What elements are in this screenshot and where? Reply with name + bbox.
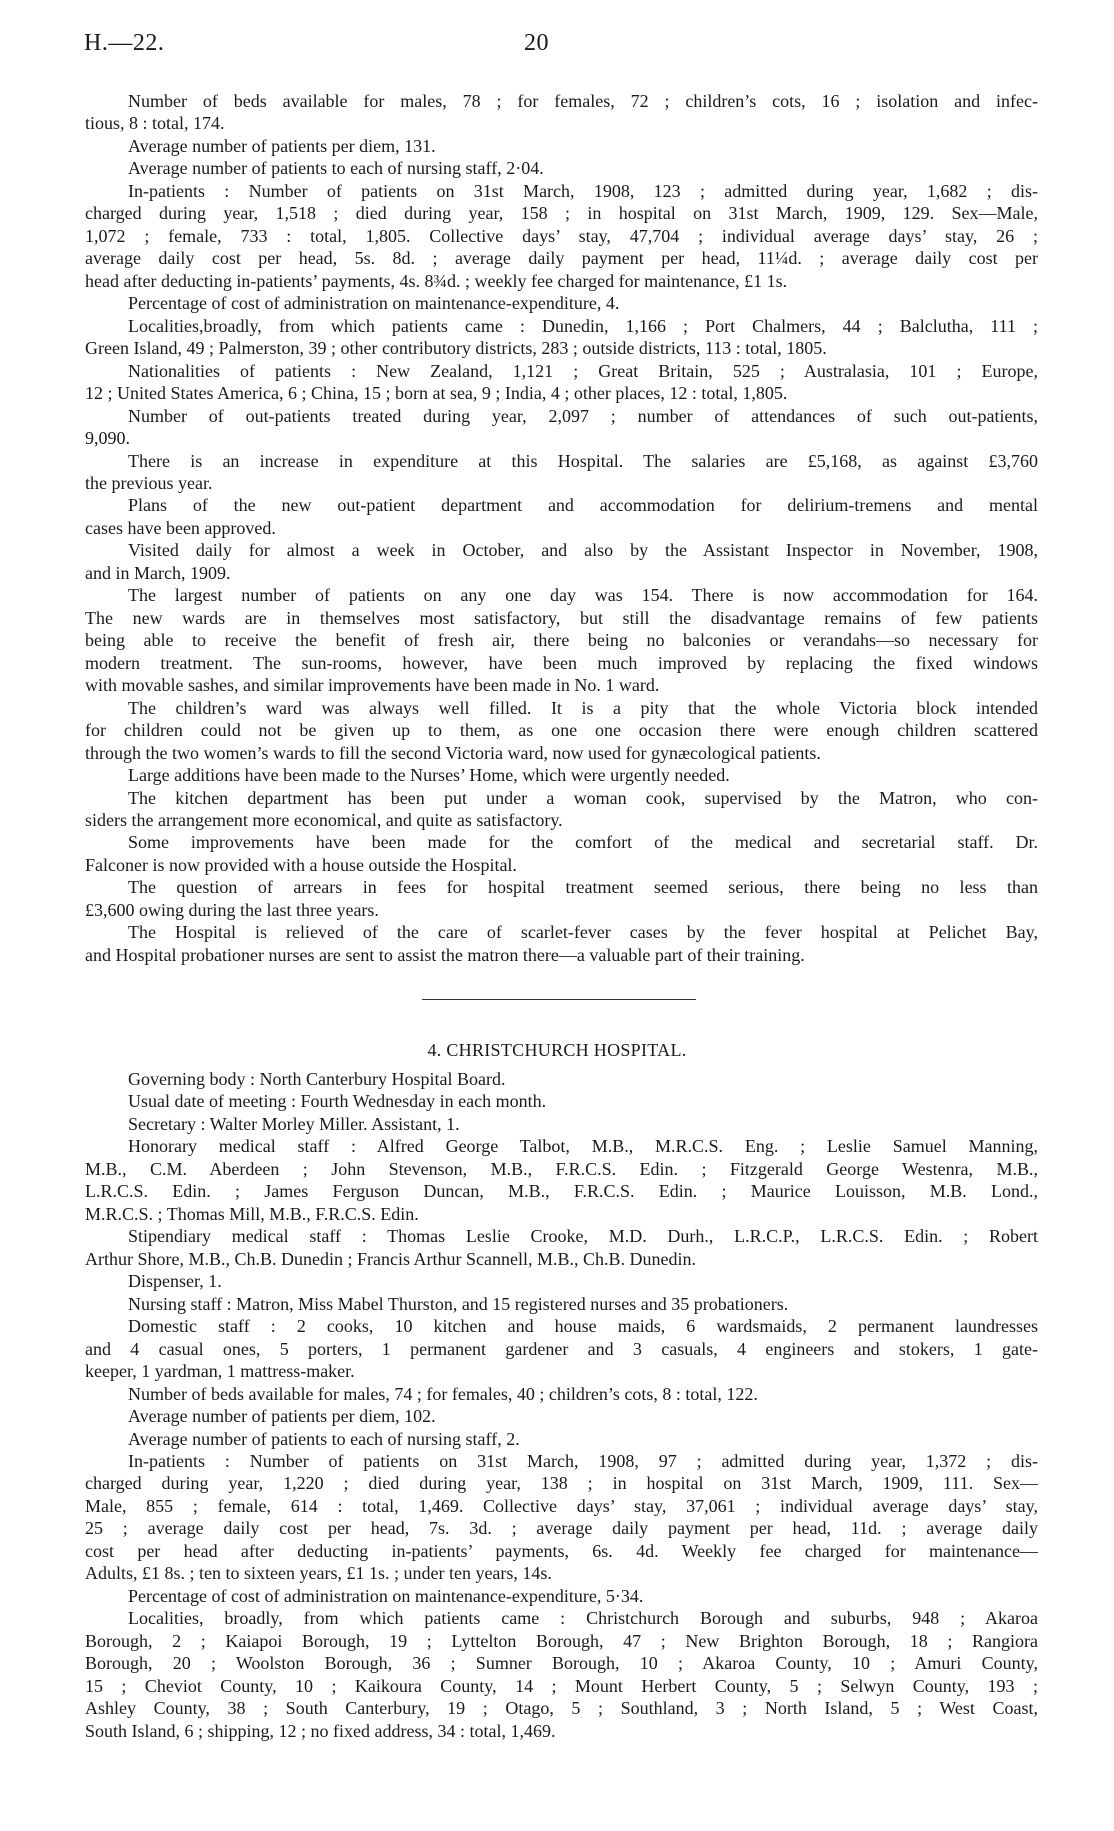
text-line: Governing body : North Canterbury Hospital Board.	[128, 1069, 506, 1089]
paragraph	[85, 1270, 1038, 1292]
paragraph	[85, 1113, 1038, 1135]
text-line: Male, 855 ; female, 614 : total, 1,469. Collective days’ stay, 37,061 ; individual average days’ stay,	[85, 1495, 1038, 1516]
text-line: Percentage of cost of administration on maintenance-expenditure, 4.	[128, 293, 620, 314]
page-number: 20	[524, 30, 549, 56]
paragraph	[85, 1090, 1038, 1112]
text-line: The kitchen department has been put under a woman cook, supervised by the Matron, who con-	[128, 787, 1038, 808]
text-line: tious, 8 : total, 174.	[85, 113, 225, 134]
paragraph	[85, 360, 1038, 405]
text-line: Stipendiary medical staff : Thomas Leslie Crooke, M.D. Durh., L.R.C.P., L.R.C.S. Edin. ; Robert	[128, 1226, 1038, 1247]
paragraph	[85, 787, 1038, 832]
text-line: 25 ; average daily cost per head, 7s. 3d. ; average daily payment per head, 11d. ; average daily	[85, 1518, 1038, 1539]
text-line: Large additions have been made to the Nurses’ Home, which were urgently needed.	[128, 765, 730, 786]
text-line: being able to receive the benefit of fresh air, there being no balconies or verandahs—so necessary for	[85, 630, 1038, 651]
paragraph	[85, 1225, 1038, 1270]
text-line: average daily cost per head, 5s. 8d. ; average daily payment per head, 11¼d. ; average daily cost per	[85, 248, 1038, 269]
text-line: charged during year, 1,220 ; died during year, 138 ; in hospital on 31st March, 1909, 111. Sex—	[85, 1473, 1038, 1494]
text-line: Number of beds available for males, 78 ; for females, 72 ; children’s cots, 16 ; isolation and infec-	[128, 91, 1038, 111]
text-line: Average number of patients to each of nursing staff, 2·04.	[128, 158, 544, 179]
text-line: The new wards are in themselves most satisfactory, but still the disadvantage remains of few patients	[85, 607, 1038, 628]
text-line: cases have been approved.	[85, 517, 276, 538]
text-line: The question of arrears in fees for hospital treatment seemed serious, there being no less than	[128, 877, 1038, 898]
text-line: through the two women’s wards to fill the second Victoria ward, now used for gynæcological patients.	[85, 742, 821, 763]
text-line: Borough, 20 ; Woolston Borough, 36 ; Sumner Borough, 10 ; Akaroa County, 10 ; Amuri County,	[85, 1653, 1038, 1674]
section-heading: 4. CHRISTCHURCH HOSPITAL.	[427, 1040, 687, 1060]
paragraph	[85, 539, 1038, 584]
section-divider	[422, 999, 696, 1000]
text-line: There is an increase in expenditure at this Hospital. The salaries are £5,168, as against £3,760	[128, 450, 1038, 471]
paragraph	[85, 764, 1038, 786]
paragraph	[85, 450, 1038, 495]
text-line: Arthur Shore, M.B., Ch.B. Dunedin ; Francis Arthur Scannell, M.B., Ch.B. Dunedin.	[85, 1248, 696, 1269]
paragraph	[85, 1315, 1038, 1382]
text-line: Falconer is now provided with a house outside the Hospital.	[85, 854, 517, 875]
text-line: Adults, £1 8s. ; ten to sixteen years, £1 1s. ; under ten years, 14s.	[85, 1563, 552, 1584]
text-line: Average number of patients per diem, 131.	[128, 135, 436, 156]
paragraph	[85, 494, 1038, 539]
text-line: Nursing staff : Matron, Miss Mabel Thurston, and 15 registered nurses and 35 probationers.	[128, 1293, 789, 1314]
paragraph	[85, 1135, 1038, 1225]
paragraph	[85, 697, 1038, 764]
text-line: and 4 casual ones, 5 porters, 1 permanent gardener and 3 casuals, 4 engineers and stokers, 1 gate-	[85, 1338, 1038, 1359]
paragraph	[85, 1585, 1038, 1607]
paragraph	[85, 831, 1038, 876]
paragraph	[85, 157, 1038, 179]
text-line: Localities,broadly, from which patients came : Dunedin, 1,166 ; Port Chalmers, 44 ; Balclutha, 111 ;	[128, 315, 1038, 336]
paragraph	[85, 584, 1038, 696]
paragraph	[85, 292, 1038, 314]
text-line: Secretary : Walter Morley Miller. Assistant, 1.	[128, 1113, 460, 1134]
text-line: Green Island, 49 ; Palmerston, 39 ; other contributory districts, 283 ; outside districts, 113 : total, 1805.	[85, 338, 827, 359]
text-line: siders the arrangement more economical, and quite as satisfactory.	[85, 810, 563, 830]
text-line: with movable sashes, and similar improvements have been made in No. 1 ward.	[85, 675, 660, 696]
text-line: Ashley County, 38 ; South Canterbury, 19 ; Otago, 5 ; Southland, 3 ; North Island, 5 ; West Coast,	[85, 1698, 1038, 1719]
paragraph	[85, 1450, 1038, 1585]
section-otago-hospital-text	[85, 90, 1038, 966]
text-line: The Hospital is relieved of the care of scarlet-fever cases by the fever hospital at Pelichet Bay,	[128, 922, 1038, 943]
text-line: Average number of patients to each of nursing staff, 2.	[128, 1428, 520, 1449]
text-line: Dispenser, 1.	[128, 1271, 222, 1292]
text-line: 15 ; Cheviot County, 10 ; Kaikoura County, 14 ; Mount Herbert County, 5 ; Selwyn County, 193 ;	[85, 1675, 1038, 1696]
paragraph	[85, 1607, 1038, 1742]
text-line: Usual date of meeting : Fourth Wednesday in each month.	[128, 1091, 547, 1112]
text-line: Percentage of cost of administration on maintenance-expenditure, 5·34.	[128, 1585, 644, 1606]
text-line: the previous year.	[85, 472, 213, 493]
paragraph	[85, 1428, 1038, 1450]
text-line: In-patients : Number of patients on 31st March, 1908, 97 ; admitted during year, 1,372 ; dis-	[128, 1450, 1038, 1471]
text-line: Honorary medical staff : Alfred George Talbot, M.B., M.R.C.S. Eng. ; Leslie Samuel Manning,	[128, 1136, 1038, 1157]
text-line: Borough, 2 ; Kaiapoi Borough, 19 ; Lyttelton Borough, 47 ; New Brighton Borough, 18 ; Rangiora	[85, 1630, 1038, 1651]
text-line: L.R.C.S. Edin. ; James Ferguson Duncan, M.B., F.R.C.S. Edin. ; Maurice Louisson, M.B. Lond.,	[85, 1181, 1038, 1202]
text-line: 9,090.	[85, 428, 130, 449]
text-line: M.B., C.M. Aberdeen ; John Stevenson, M.B., F.R.C.S. Edin. ; Fitzgerald George Westenra, M.B.,	[85, 1158, 1038, 1179]
section-christchurch-hospital-text	[85, 1068, 1038, 1742]
text-line: Visited daily for almost a week in October, and also by the Assistant Inspector in November, 1908,	[128, 540, 1038, 561]
paragraph	[85, 921, 1038, 966]
paragraph	[85, 1405, 1038, 1427]
text-line: modern treatment. The sun-rooms, however, have been much improved by replacing the fixed windows	[85, 652, 1038, 673]
text-line: Nationalities of patients : New Zealand, 1,121 ; Great Britain, 525 ; Australasia, 101 ; Europe,	[128, 360, 1038, 381]
paragraph	[85, 90, 1038, 135]
document-reference: H.—22.	[84, 30, 165, 56]
paragraph	[85, 876, 1038, 921]
text-line: The children’s ward was always well filled. It is a pity that the whole Victoria block intended	[128, 697, 1038, 718]
text-line: keeper, 1 yardman, 1 mattress-maker.	[85, 1361, 355, 1382]
text-line: Some improvements have been made for the comfort of the medical and secretarial staff. Dr.	[128, 832, 1038, 853]
text-line: Plans of the new out-patient department and accommodation for delirium-tremens and mental	[128, 495, 1038, 516]
paragraph	[85, 1383, 1038, 1405]
text-line: Localities, broadly, from which patients came : Christchurch Borough and suburbs, 948 ; Akaroa	[128, 1608, 1038, 1629]
text-line: £3,600 owing during the last three years.	[85, 899, 379, 920]
paragraph	[85, 1068, 1038, 1090]
paragraph	[85, 135, 1038, 157]
text-line: charged during year, 1,518 ; died during year, 158 ; in hospital on 31st March, 1909, 129. Sex—Male,	[85, 203, 1038, 224]
text-line: The largest number of patients on any one day was 154. There is now accommodation for 164.	[128, 585, 1038, 606]
text-line: Average number of patients per diem, 102.	[128, 1406, 436, 1427]
text-line: In-patients : Number of patients on 31st March, 1908, 123 ; admitted during year, 1,682 ; dis-	[128, 180, 1038, 201]
paragraph	[85, 315, 1038, 360]
text-line: Number of beds available for males, 74 ; for females, 40 ; children’s cots, 8 : total, 122.	[128, 1383, 758, 1404]
text-line: M.R.C.S. ; Thomas Mill, M.B., F.R.C.S. Edin.	[85, 1203, 419, 1224]
text-line: Number of out-patients treated during year, 2,097 ; number of attendances of such out-patients,	[128, 405, 1038, 426]
text-line: and Hospital probationer nurses are sent to assist the matron there—a valuable part of their training.	[85, 944, 805, 965]
paragraph	[85, 405, 1038, 450]
text-line: Domestic staff : 2 cooks, 10 kitchen and house maids, 6 wardsmaids, 2 permanent laundresses	[128, 1316, 1038, 1337]
text-line: and in March, 1909.	[85, 562, 231, 583]
text-line: South Island, 6 ; shipping, 12 ; no fixed address, 34 : total, 1,469.	[85, 1720, 556, 1741]
text-line: cost per head after deducting in-patients’ payments, 6s. 4d. Weekly fee charged for maintenance—	[85, 1540, 1038, 1561]
text-line: 1,072 ; female, 733 : total, 1,805. Collective days’ stay, 47,704 ; individual average days’ stay, 26 ;	[85, 225, 1038, 246]
paragraph	[85, 180, 1038, 292]
paragraph	[85, 1293, 1038, 1315]
text-line: head after deducting in-patients’ payments, 4s. 8¾d. ; weekly fee charged for maintenance, £1 1s.	[85, 270, 788, 291]
text-line: 12 ; United States America, 6 ; China, 15 ; born at sea, 9 ; India, 4 ; other places, 12 : total, 1,805.	[85, 383, 788, 404]
text-line: for children could not be given up to them, as one one occasion there were enough children scattered	[85, 720, 1038, 741]
